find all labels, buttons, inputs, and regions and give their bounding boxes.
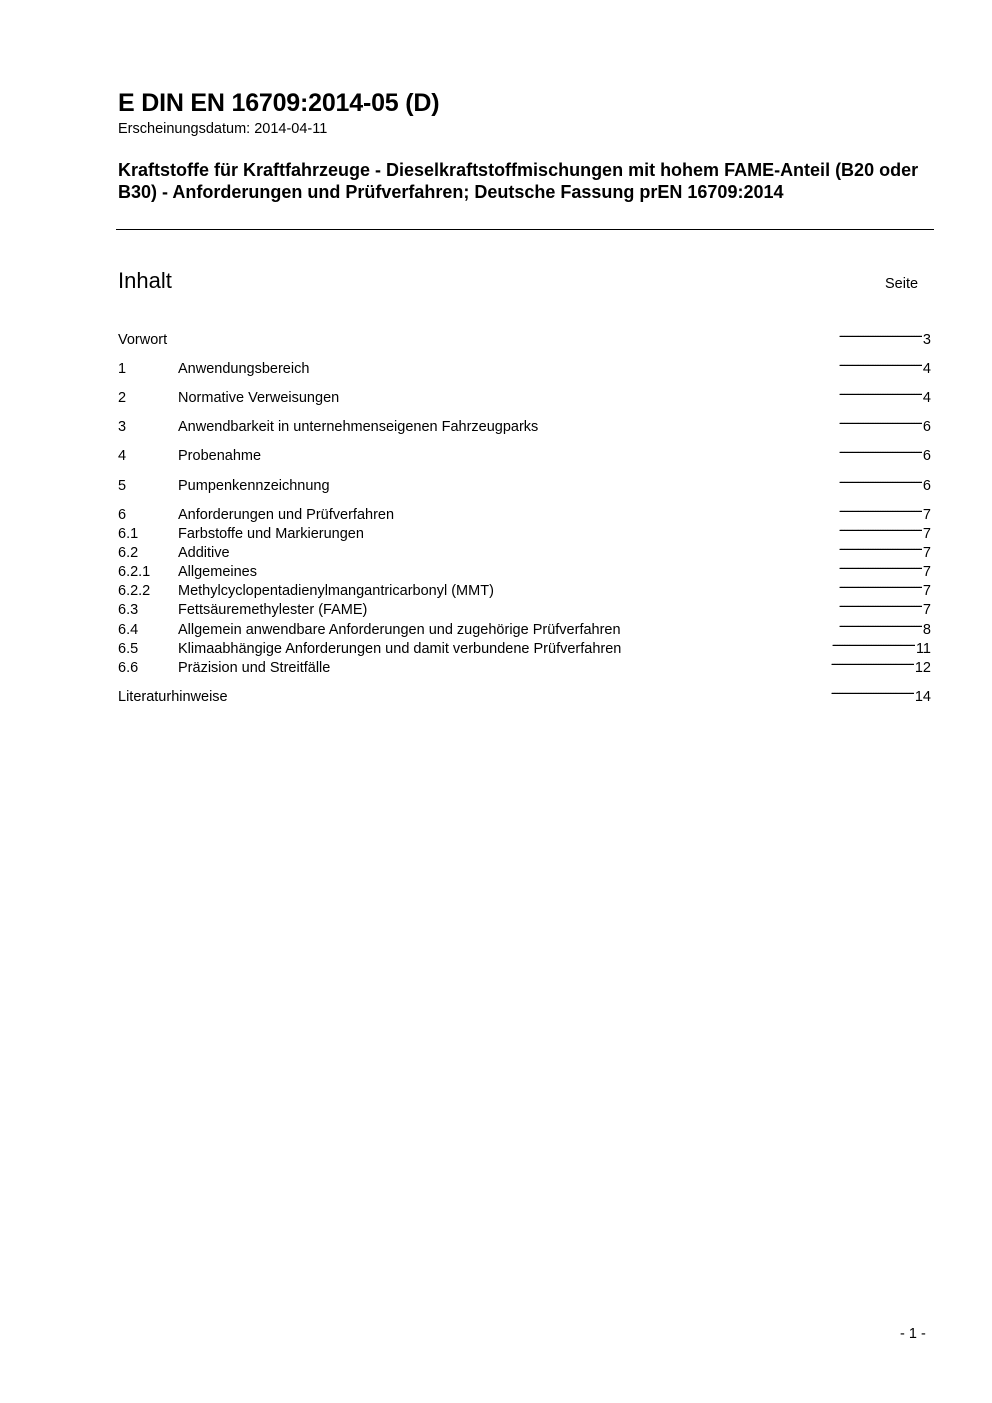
toc-entry-literaturhinweise[interactable] [118, 682, 931, 705]
toc-entry-text: Additive [178, 545, 230, 561]
toc-entry-6-2[interactable] [118, 538, 931, 561]
toc-entry-text: Probenahme [178, 448, 262, 464]
toc-leader-dots [496, 576, 922, 595]
toc-leader-dots [623, 634, 915, 653]
toc-entry-page: 7 [922, 507, 931, 523]
toc-entry-text: Allgemein anwendbare Anforderungen und zugehörige Prüfverfahren [178, 622, 621, 638]
document-id: E DIN EN 16709:2014-05 (D) [118, 89, 440, 117]
toc-leader-dots [369, 595, 922, 614]
toc-entry-vorwort[interactable] [118, 325, 931, 348]
toc-entry-text: Anforderungen und Prüfverfahren [178, 507, 395, 523]
toc-entry-6-2-1[interactable] [118, 557, 931, 580]
toc-leader-dots [263, 441, 922, 460]
toc-entry-1[interactable] [118, 354, 931, 377]
toc-entry-text: Farbstoffe und Markierungen [178, 526, 364, 542]
toc-leader-dots [540, 412, 922, 431]
toc-entry-page: 6 [922, 448, 931, 464]
toc-entry-number: 6.3 [118, 602, 139, 618]
toc-entry-page: 4 [922, 361, 931, 377]
toc-heading: Inhalt [118, 268, 172, 293]
toc-entry-page: 8 [922, 622, 931, 638]
toc-entry-text: Klimaabhängige Anforderungen und damit verbundene Prüfverfahren [178, 641, 622, 657]
toc-entry-page: 7 [922, 564, 931, 580]
toc-entry-number: 6.1 [118, 526, 139, 542]
toc-entry-text: Anwendungsbereich [178, 361, 310, 377]
toc-entry-number: 6.6 [118, 660, 139, 676]
toc-entry-number: 2 [118, 390, 127, 406]
toc-entry-page: 11 [915, 641, 931, 657]
toc-entry-6-2-2[interactable] [118, 576, 931, 599]
toc-entry-text: Literaturhinweise [118, 689, 228, 705]
toc-entry-page: 14 [914, 689, 931, 705]
toc-entry-4[interactable] [118, 441, 931, 464]
toc-entry-6-4[interactable] [118, 615, 931, 638]
toc-leader-dots [332, 471, 922, 490]
toc-entry-page: 4 [922, 390, 931, 406]
toc-entry-number: 6.5 [118, 641, 139, 657]
toc-entry-6-1[interactable] [118, 519, 931, 542]
toc-leader-dots [311, 354, 922, 373]
toc-entry-6[interactable] [118, 500, 931, 523]
toc-entry-page: 7 [922, 526, 931, 542]
publication-date: Erscheinungsdatum: 2014-04-11 [118, 121, 328, 137]
toc-entry-6-5[interactable] [118, 634, 931, 657]
toc-entry-page: 12 [914, 660, 931, 676]
toc-leader-dots [230, 682, 914, 701]
toc-entry-text: Allgemeines [178, 564, 257, 580]
toc-entry-text: Anwendbarkeit in unternehmenseigenen Fahrzeugparks [178, 419, 539, 435]
toc-leader-dots [341, 383, 922, 402]
toc-entry-text: Methylcyclopentadienylmangantricarbonyl (MMT) [178, 583, 494, 599]
toc-entry-text: Fettsäuremethylester (FAME) [178, 602, 368, 618]
toc-entry-page: 7 [922, 583, 931, 599]
toc-entry-3[interactable] [118, 412, 931, 435]
toc-entry-2[interactable] [118, 383, 931, 406]
toc-entry-number: 4 [118, 448, 127, 464]
page-number: - 1 - [900, 1326, 926, 1342]
toc-entry-number: 6.4 [118, 622, 139, 638]
toc-entry-number: 5 [118, 478, 127, 494]
toc-entry-number: 3 [118, 419, 127, 435]
toc-entry-page: 7 [922, 545, 931, 561]
toc-entry-6-3[interactable] [118, 595, 931, 618]
toc-leader-dots [623, 615, 922, 634]
toc-entry-text: Vorwort [118, 332, 168, 348]
toc-leader-dots [169, 325, 922, 344]
toc-entry-5[interactable] [118, 471, 931, 494]
toc-entry-text: Normative Verweisungen [178, 390, 340, 406]
toc-entry-number: 6.2 [118, 545, 139, 561]
toc-entry-number: 6.2.2 [118, 583, 151, 599]
toc-entry-page: 6 [922, 419, 931, 435]
toc-leader-dots [396, 500, 922, 519]
toc-entry-text: Pumpenkennzeichnung [178, 478, 330, 494]
toc-entry-text: Präzision und Streitfälle [178, 660, 331, 676]
toc-entry-number: 6.2.1 [118, 564, 151, 580]
toc-entry-number: 1 [118, 361, 127, 377]
toc-leader-dots [232, 538, 922, 557]
toc-leader-dots [332, 653, 914, 672]
toc-entry-page: 7 [922, 602, 931, 618]
toc-page-column-label: Seite [885, 276, 919, 292]
toc-leader-dots [259, 557, 922, 576]
toc-entry-page: 6 [922, 478, 931, 494]
document-title: Kraftstoffe für Kraftfahrzeuge - Dieselkraftstoffmischungen mit hohem FAME-Anteil (B20 oder B30) - Anforderungen und Prüfverfahren; Deutsche Fassung prEN 16709:2014 [118, 160, 919, 202]
toc-leader-dots [366, 519, 922, 538]
toc-entry-6-6[interactable] [118, 653, 931, 676]
toc-entry-page: 3 [922, 332, 931, 348]
toc-entry-number: 6 [118, 507, 127, 523]
